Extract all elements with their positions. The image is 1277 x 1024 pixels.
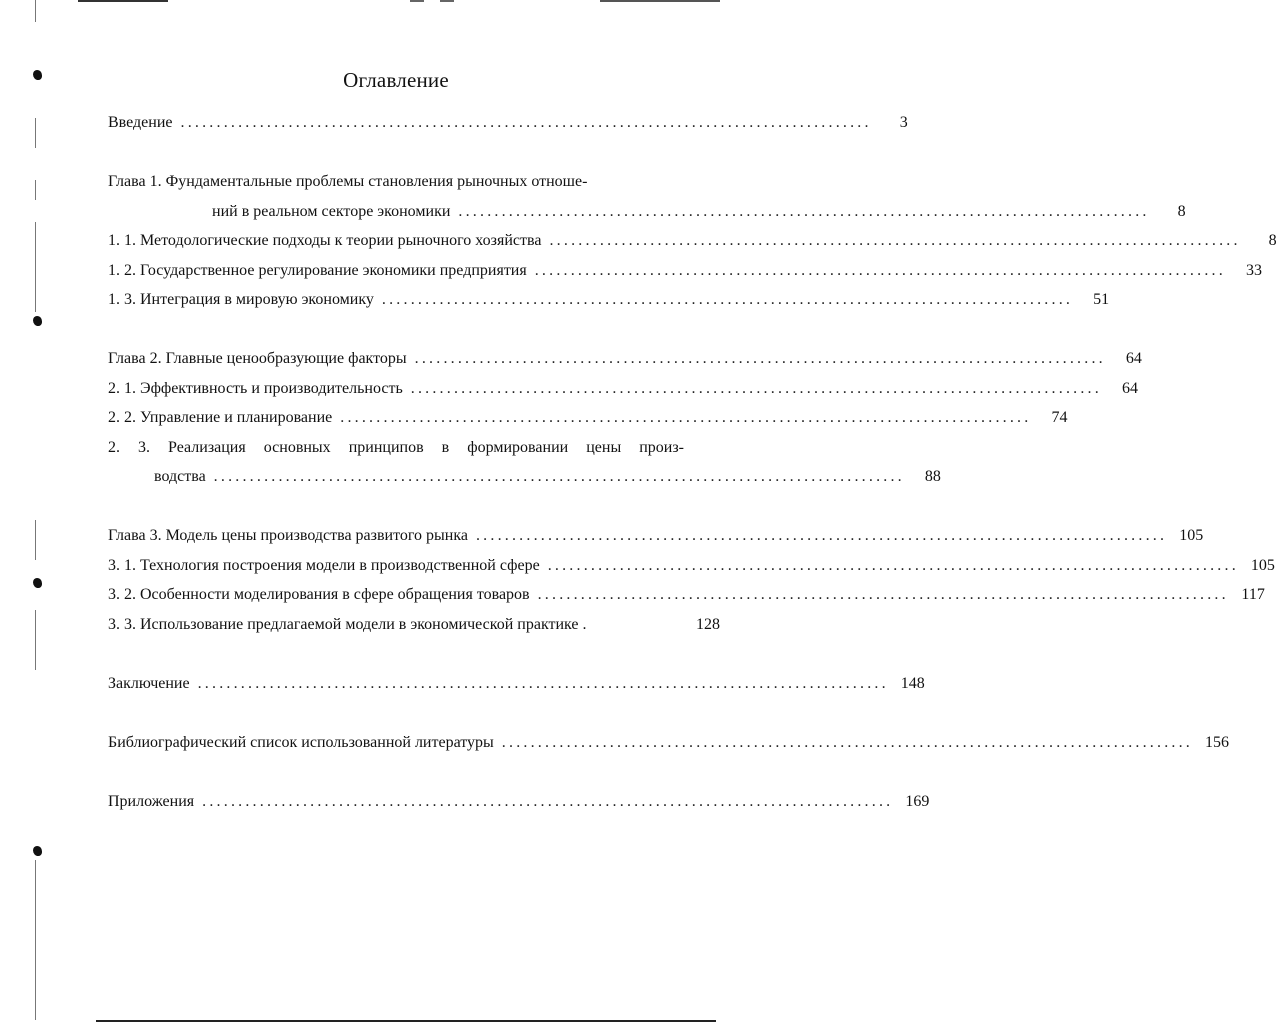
toc-entry-label: Введение	[108, 114, 173, 131]
toc-entry-label: 1. 2. Государственное регулирование экономики предприятия	[108, 261, 527, 279]
toc-page-number: 105	[1179, 527, 1204, 544]
toc-entry-label: Глава 3. Модель цены производства развитого рынка	[108, 527, 468, 544]
toc-leader-dots: ................................................................................................	[537, 586, 1229, 603]
toc-page-number: 169	[905, 792, 930, 810]
toc-entry-label: 1. 1. Методологические подходы к теории рыночного хозяйства	[108, 232, 542, 249]
toc-entry-label: Приложения	[108, 792, 195, 810]
toc-entry-section-2-2	[108, 403, 1068, 433]
toc-leader-dots: ................................................................................................	[381, 291, 1074, 308]
toc-entry-label: 3. 1. Технология построения модели в производственной сфере	[108, 556, 540, 574]
toc-entry-section-2-1	[108, 374, 1138, 404]
toc-leader-dots: ................................................................................................	[475, 527, 1168, 544]
toc-entry-section-3-3	[108, 610, 720, 640]
scan-margin-line	[35, 0, 36, 22]
toc-leader-dots: ................................................................................................	[458, 202, 1150, 220]
toc-leader-dots: ................................................................................................	[501, 733, 1193, 751]
toc-entry-label: 2. 1. Эффективность и производительность	[108, 379, 403, 397]
toc-entry-section-3-2	[108, 580, 1265, 610]
scan-margin-line	[35, 118, 36, 148]
toc-entry-chapter-3	[108, 521, 1204, 551]
toc-leader-dots: ................................................................................................	[213, 468, 905, 485]
toc-entry-label: водства	[154, 468, 206, 485]
toc-page-number: 128	[696, 615, 720, 633]
toc-leader-dots: ................................................................................................	[197, 674, 889, 692]
scan-edge-mark	[440, 0, 454, 2]
toc-entry-label: 1. 3. Интеграция в мировую экономику	[108, 291, 374, 308]
toc-leader-dots: ................................................................................................	[547, 556, 1239, 574]
toc-entry-section-2-3	[108, 462, 941, 492]
toc-entry-section-1-1	[108, 226, 1277, 256]
toc-entry-label: Глава 2. Главные ценообразующие факторы	[108, 350, 407, 367]
scan-margin-line	[35, 520, 36, 560]
toc-page-number: 74	[1051, 409, 1068, 426]
toc-page-number: 33	[1245, 261, 1262, 279]
scan-margin-line	[35, 180, 36, 200]
toc-page-number: 51	[1093, 291, 1110, 308]
page-title: Оглавление	[343, 68, 449, 92]
scan-margin-line	[35, 610, 36, 670]
scan-edge-mark	[96, 1020, 716, 1022]
toc-page-number: 64	[1121, 379, 1138, 397]
toc-leader-dots: ................................................................................................	[340, 409, 1032, 426]
toc-leader-dots: ................................................................................................	[180, 114, 872, 131]
toc-entry-section-3-1	[108, 551, 1275, 581]
toc-entry-label: Заключение	[108, 674, 190, 692]
scan-edge-mark	[410, 0, 424, 2]
toc-entry-label: Библиографический список использованной литературы	[108, 733, 494, 751]
toc-page-number: 8	[1268, 232, 1277, 249]
toc-page-number: 148	[900, 674, 925, 692]
toc-page-number: 64	[1125, 350, 1142, 367]
toc-entry-label: 2. 2. Управление и планирование	[108, 409, 333, 426]
toc-entry-chapter-2	[108, 344, 1142, 374]
toc-leader-dots: ................................................................................................	[414, 350, 1106, 367]
toc-entry-conclusion	[108, 669, 925, 699]
scan-edge-mark	[78, 0, 168, 2]
table-of-contents	[108, 108, 1277, 816]
toc-page-number: 8	[1177, 202, 1186, 220]
toc-entry-label: ний в реальном секторе экономики	[212, 202, 451, 220]
toc-entry-section-1-3	[108, 285, 1110, 315]
scan-margin-line	[35, 860, 36, 1020]
toc-entry-section-2-3-line1: 2. 3. Реализация основных принципов в формировании цены произ-	[108, 438, 684, 456]
scan-blot	[33, 578, 42, 588]
toc-entry-label: 3. 2. Особенности моделирования в сфере обращения товаров	[108, 586, 530, 603]
toc-entry-appendix	[108, 787, 930, 817]
toc-entry-introduction	[108, 108, 908, 138]
toc-page-number: 88	[924, 468, 941, 485]
scan-blot	[33, 316, 42, 326]
toc-entry-section-1-2	[108, 256, 1262, 286]
scan-margin-line	[35, 222, 36, 312]
toc-leader-dots: ................................................................................................	[410, 379, 1102, 397]
toc-page-number: 156	[1205, 733, 1229, 751]
toc-entry-chapter-1-line1: Глава 1. Фундаментальные проблемы становления рыночных отноше-	[108, 173, 588, 190]
scan-blot	[33, 846, 42, 856]
scan-edge-mark	[600, 0, 720, 2]
toc-entry-label: 3. 3. Использование предлагаемой модели в экономической практике .	[108, 615, 587, 633]
toc-page-number: 117	[1241, 586, 1265, 603]
toc-page-number: 3	[899, 114, 908, 131]
toc-leader-dots: ................................................................................................	[202, 792, 894, 810]
toc-leader-dots: ................................................................................................	[549, 232, 1241, 249]
toc-leader-dots: ................................................................................................	[534, 261, 1226, 279]
toc-page-number: 105	[1250, 556, 1275, 574]
toc-entry-chapter-1	[108, 197, 1186, 227]
toc-entry-bibliography	[108, 728, 1229, 758]
